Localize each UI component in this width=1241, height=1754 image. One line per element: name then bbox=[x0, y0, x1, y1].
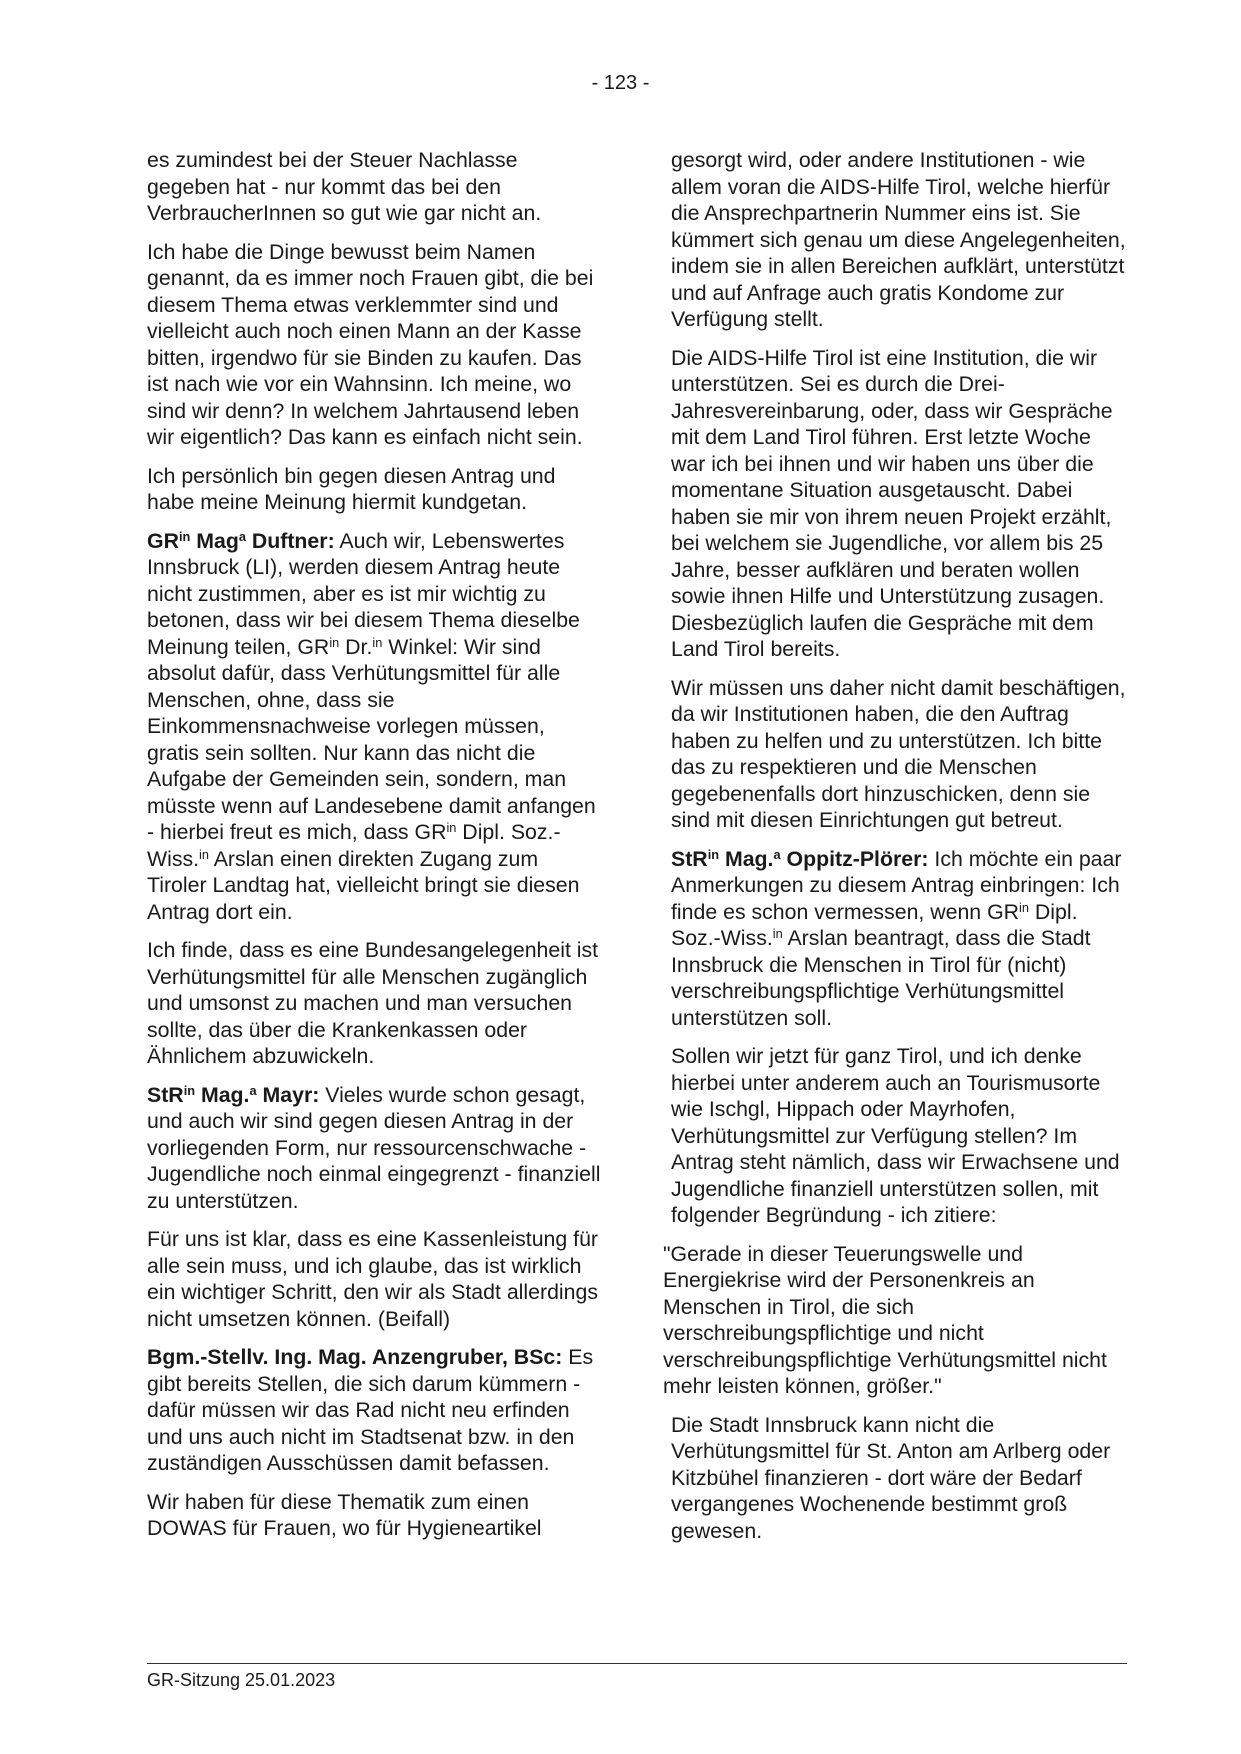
paragraph: es zumindest bei der Steuer Nachlasse gegeben hat - nur kommt das bei den VerbraucherInnen so gut wie gar nicht an. bbox=[147, 148, 542, 225]
paragraph: Ich habe die Dinge bewusst beim Namen genannt, da es immer noch Frauen gibt, die bei diesem Thema etwas verklemmter sind und vielleicht auch noch einen Mann an der Kasse bitten, irgendwo für sie Binden zu kaufen. Das ist nach wie vor ein Wahnsinn. Ich meine, wo sind wir denn? In welchem Jahrtausend leben wir eigentlich? Das kann es einfach nicht sein. bbox=[147, 239, 594, 449]
paragraph: Wir müssen uns daher nicht damit beschäftigen, da wir Institutionen haben, die den Auftrag haben zu helfen und zu unterstützen. Ich bitte das zu respektieren und die Menschen gegebenenfalls dort hinzuschicken, denn sie sind mit diesen Einrichtungen gut betreut. bbox=[671, 675, 1126, 832]
speaker-paragraph: Bgm.-Stellv. Ing. Mag. Anzengruber, BSc: Es gibt bereits Stellen, die sich darum kümmern - dafür müssen wir das Rad nicht neu erfinden und uns auch nicht im Stadtsenat bzw. in den zuständigen Ausschüssen damit befassen. bbox=[147, 1345, 594, 1475]
paragraph: gesorgt wird, oder andere Institutionen - wie allem voran die AIDS-Hilfe Tirol, welche hierfür die Ansprechpartnerin Nummer eins ist. Sie kümmert sich genau um diese Angelegenheiten, indem sie in allen Bereichen aufklärt, unterstützt und auf Anfrage auch gratis Kondome zur Verfügung stellt. bbox=[671, 148, 1126, 331]
quote-paragraph: "Gerade in dieser Teuerungswelle und Energiekrise wird der Personenkreis an Menschen in Tirol, die sich verschreibungspflichtige und nicht verschreibungspflichtige Verhütungsmittel nicht mehr leisten können, größer." bbox=[663, 1241, 1107, 1398]
paragraph: Für uns ist klar, dass es eine Kassenleistung für alle sein muss, und ich glaube, das ist wirklich ein wichtiger Schritt, den wir als Stadt allerdings nicht umsetzen können. (Beifall) bbox=[147, 1227, 599, 1331]
speaker-name: Bgm.-Stellv. Ing. Mag. Anzengruber, BSc: bbox=[147, 1345, 563, 1369]
footer-session-date: GR-Sitzung 25.01.2023 bbox=[147, 1670, 336, 1690]
right-column bbox=[663, 147, 1126, 1556]
speaker-paragraph: StR$^{in}$ Mag.$^a$ Mayr: Vieles wurde schon gesagt, und auch wir sind gegen diesen Antrag in der vorliegenden Form, nur ressourcenschwache - Jugendliche noch einmal eingegrenzt - finanziell zu unterstützen. bbox=[147, 1082, 601, 1213]
page-number: - 123 - bbox=[591, 72, 650, 94]
speaker-name: StR$^{in}$ Mag.$^a$ Oppitz-Plörer: bbox=[671, 846, 929, 871]
speaker-name: $GR^{in}$ Mag$^a$ Duftner: bbox=[147, 528, 335, 553]
paragraph: Die Stadt Innsbruck kann nicht die Verhütungsmittel für St. Anton am Arlberg oder Kitzbühel finanzieren - dort wäre der Bedarf vergangenes Wochenende bestimmt groß gewesen. bbox=[671, 1412, 1111, 1543]
footer-divider bbox=[147, 1663, 1127, 1664]
speaker-paragraph: StR$^{in}$ Mag.$^a$ Oppitz-Plörer: Ich möchte ein paar Anmerkungen zu diesem Antrag einbringen: Ich finde es schon vermessen, wenn $GR^{in}$ Dipl. Soz.-Wiss.$^{in}$ Arslan beantragt, dass die Stadt Innsbruck die Menschen in Tirol für (nicht) verschreibungspflichtige Verhütungsmittel unterstützen soll. bbox=[671, 846, 1122, 1030]
paragraph: Wir haben für diese Thematik zum einen DOWAS für Frauen, wo für Hygieneartikel bbox=[147, 1489, 542, 1540]
left-column bbox=[147, 147, 602, 1554]
paragraph: Die AIDS-Hilfe Tirol ist eine Institution, die wir unterstützen. Sei es durch die Drei-Jahresvereinbarung, oder, dass wir Gespräche mit dem Land Tirol führen. Erst letzte Woche war ich bei ihnen und wir haben uns über die momentane Situation ausgetauscht. Dabei haben sie mir von ihrem neuen Projekt erzählt, bei welchem sie Jugendliche, vor allem bis 25 Jahre, besser aufklären und beraten wollen sowie ihnen Hilfe und Unterstützung zusagen. Diesbezüglich laufen die Gespräche mit dem Land Tirol bereits. bbox=[671, 345, 1113, 661]
paragraph: Ich finde, dass es eine Bundesangelegenheit ist Verhütungsmittel für alle Menschen zugänglich und umsonst zu machen und man versuchen sollte, das über die Krankenkassen oder Ähnlichem abzuwickeln. bbox=[147, 938, 599, 1068]
speaker-paragraph: $GR^{in}$ Mag$^a$ Duftner: Auch wir, Lebenswertes Innsbruck (LI), werden diesem Antrag heute nicht zustimmen, aber es ist mir wichtig zu betonen, dass wir bei diesem Thema dieselbe Meinung teilen, $GR^{in}$ Dr.$^{in}$ Winkel: Wir sind absolut dafür, dass Verhütungsmittel für alle Menschen, ohne, dass sie Einkommensnachweise vorlegen müssen, gratis sein sollten. Nur kann das nicht die Aufgabe der Gemeinden sein, sondern, man müsste wenn auf Landesebene damit anfangen - hierbei freut es mich, dass $GR^{in}$ Dipl. Soz.-Wiss.$^{in}$ Arslan einen direkten Zugang zum Tiroler Landtag hat, vielleicht bringt sie diesen Antrag dort ein. bbox=[147, 528, 596, 924]
speaker-name: StR$^{in}$ Mag.$^a$ Mayr: bbox=[147, 1082, 320, 1107]
paragraph: Sollen wir jetzt für ganz Tirol, und ich denke hierbei unter anderem auch an Tourismusorte wie Ischgl, Hippach oder Mayrhofen, Verhütungsmittel zur Verfügung stellen? Im Antrag steht nämlich, dass wir Erwachsene und Jugendliche finanziell unterstützen sollen, mit folgender Begründung - ich zitiere: bbox=[671, 1044, 1120, 1227]
paragraph: Ich persönlich bin gegen diesen Antrag und habe meine Meinung hiermit kundgetan. bbox=[147, 463, 556, 514]
